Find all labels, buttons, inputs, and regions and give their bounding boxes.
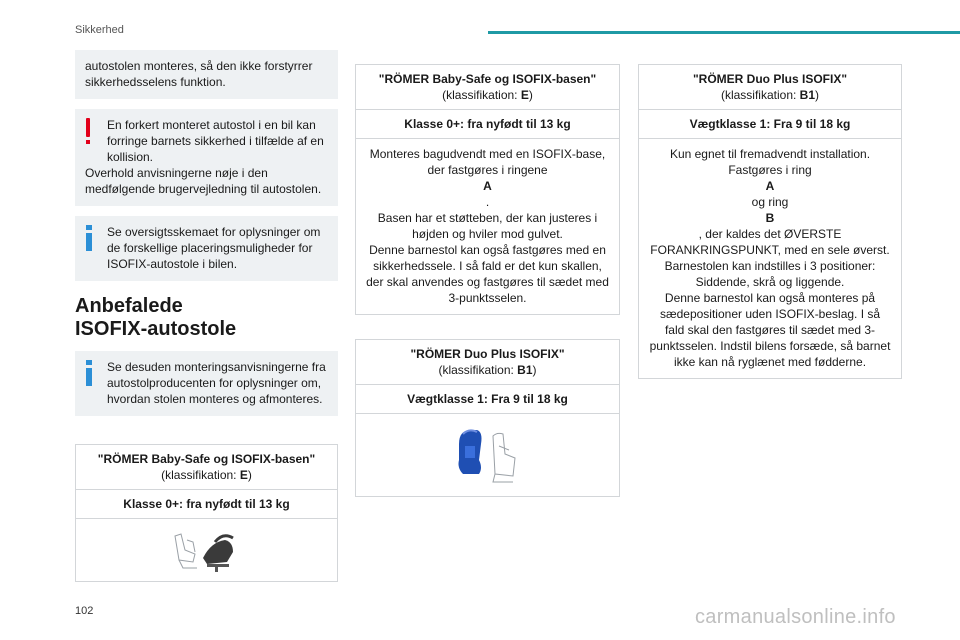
section-header: Sikkerhed [75, 24, 124, 36]
seat-weight-class: Vægtklasse 1: Fra 9 til 18 kg [356, 385, 619, 414]
column-2 [355, 64, 620, 497]
seat-name: "RÖMER Duo Plus ISOFIX" [692, 72, 848, 86]
seat-classification: (klassifikation: B1) [720, 88, 820, 102]
seat-weight-class: Klasse 0+: fra nyfødt til 13 kg [356, 110, 619, 139]
section-title-line-2: ISOFIX-autostole [75, 318, 237, 340]
page-number: 102 [75, 605, 94, 617]
seat-weight-class: Vægtklasse 1: Fra 9 til 18 kg [639, 110, 901, 139]
warning-note [75, 109, 338, 206]
seat-name: "RÖMER Baby-Safe og ISOFIX-basen" [97, 452, 316, 466]
seat-weight-class: Klasse 0+: fra nyfødt til 13 kg [76, 490, 337, 519]
warning-icon [86, 118, 90, 137]
section-title-line-1: Anbefalede [75, 295, 183, 317]
header-accent-bar [488, 31, 960, 34]
note-continued [75, 50, 338, 99]
info-icon [86, 225, 92, 251]
seat-classification: (klassifikation: E) [442, 88, 533, 102]
seat-card-duoplus [355, 339, 620, 497]
info-note-overview [75, 216, 338, 281]
seat-name: "RÖMER Baby-Safe og ISOFIX-basen" [378, 72, 597, 86]
seat-classification: (klassifikation: E) [161, 468, 252, 482]
desc-line-1: Kun egnet til fremadvendt installation. [669, 147, 871, 161]
info-note-mounting [75, 351, 338, 416]
seat-description [356, 139, 619, 314]
baby-seat-isofix-base-illustration [76, 519, 337, 581]
info-note-mounting-text: Se desuden monteringsanvisningerne fra autostolproducenten for oplysninger om, hvordan stolen monteres og afmonteres. [107, 360, 326, 406]
section-title [75, 295, 338, 341]
seat-description [639, 139, 901, 378]
column-3 [638, 64, 902, 379]
warning-text-1: En forkert monteret autostol i en bil kan forringe barnets sikkerhed i tilfælde af en kollision. [107, 118, 324, 164]
column-1 [75, 50, 338, 582]
desc-line-3: Barnestolen kan indstilles i 3 positioner: Siddende, skrå og liggende. [664, 259, 876, 289]
desc-line-c: Denne barnestol kan også fastgøres med en sikkerhedssele. I så fald er det kun skallen, der skal anvendes og fastgøres til sædet med 3-punktsselen. [366, 243, 609, 305]
note-continued-text: autostolen monteres, så den ikke forstyrrer sikkerhedsselens funktion. [85, 59, 313, 89]
duo-plus-seat-illustration [356, 414, 619, 496]
seat-classification: (klassifikation: B1) [438, 363, 537, 377]
info-note-overview-text: Se oversigtsskemaet for oplysninger om de forskellige placeringsmuligheder for ISOFIX-autostole i bilen. [107, 225, 321, 271]
info-icon [86, 360, 92, 386]
desc-line-b: Basen har et støtteben, der kan justeres i højden og hviler mod gulvet. [377, 211, 598, 241]
desc-line-4: Denne barnestol kan også monteres på sædepositioner uden ISOFIX-beslag. I så fald skal den fastgøres til sædet med 3-punktsselen. Indstil bilens forsæde, så barnet ikke kan nå ryglænet med fødderne. [649, 291, 891, 369]
desc-line-2: Fastgøres i ring A og ring B , der kaldes det ØVERSTE FORANKRINGSPUNKT, med en sele øverst. [650, 163, 890, 257]
warning-text-2: Overhold anvisningerne nøje i den medfølgende brugervejledning til autostolen. [85, 166, 322, 196]
seat-name: "RÖMER Duo Plus ISOFIX" [410, 347, 565, 361]
seat-card-babysafe-detail [355, 64, 620, 315]
seat-card-babysafe [75, 444, 338, 582]
desc-line-a: Monteres bagudvendt med en ISOFIX-base, der fastgøres i ringene A . [369, 147, 606, 209]
watermark: carmanualsonline.info [695, 606, 896, 628]
seat-card-duoplus-detail [638, 64, 902, 379]
